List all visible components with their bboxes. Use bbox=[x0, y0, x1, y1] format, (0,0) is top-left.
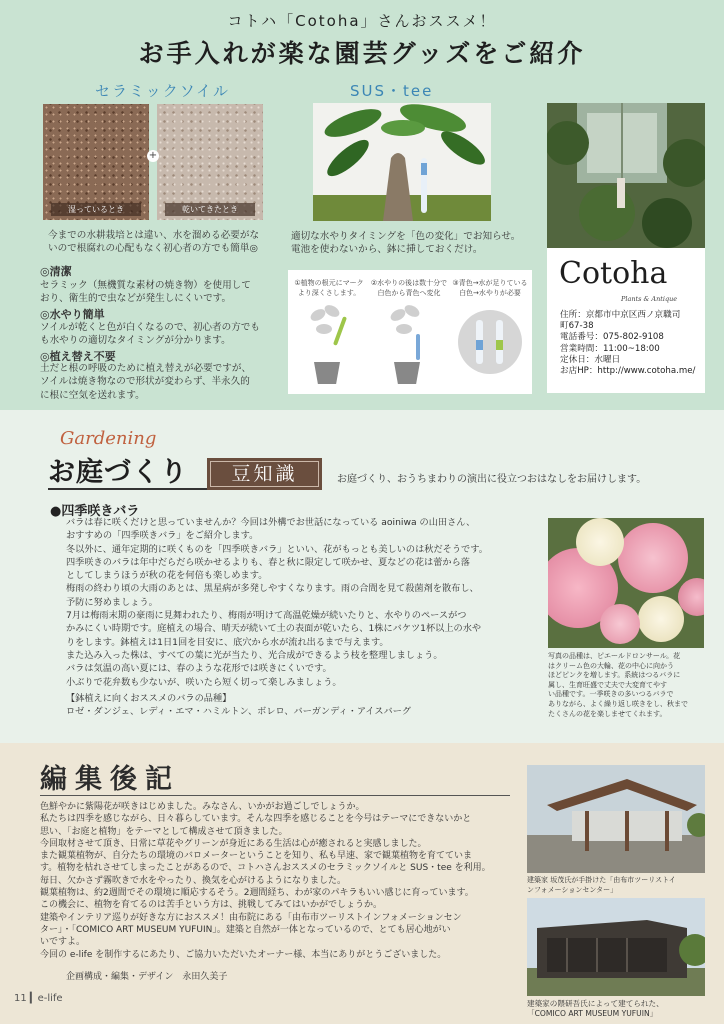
caption-line: 属し、生育旺盛で丈夫で大変育てやす bbox=[548, 680, 667, 689]
gardening-section bbox=[0, 410, 724, 743]
editorial-line: また観葉植物が、自分たちの環境のバロメーターということを知り、私も早速、家で観葉植物を育てていま bbox=[40, 851, 473, 862]
shop-card bbox=[547, 248, 705, 393]
point-line: セラミック（無機質な素材の焼き物）を使用して bbox=[40, 280, 251, 291]
wet-soil-photo bbox=[43, 104, 149, 220]
dry-caption: 乾いてきたとき bbox=[165, 203, 255, 216]
editorial-line: ター」・「COMICO ART MUSEUM YUFUIN」。建築と自然が一体となっているので、とても居心地がい bbox=[40, 924, 451, 935]
plus-icon: + bbox=[148, 150, 158, 161]
editorial-line: 思い、「お庭と植物」をテーマとして構成させて頂きました。 bbox=[40, 826, 288, 837]
caption-line: 写真の品種は、ピエールドロンサール。花 bbox=[548, 652, 681, 660]
rose-line: バラは春に咲くだけと思っていませんか？今回は外構でお世話になっている aoiniwa の山田さん、 bbox=[66, 517, 476, 528]
editorial-body bbox=[40, 801, 520, 961]
caption-line: はクリーム色の大輪、花の中心に向かう bbox=[548, 661, 674, 670]
rose-line: 冬以外に、通年定期的に咲くものを「四季咲きバラ」といい、花がもっとも美しいのは秋だそうです。 bbox=[66, 543, 488, 555]
step-2-caption bbox=[368, 278, 450, 298]
rose-variety-list: ロゼ・ダンジェ、レディ・エマ・ハミルトン、ボレロ、バーガンディ・アイスバーグ bbox=[66, 706, 412, 717]
point-heading-repot: ◎植え替え不要 bbox=[40, 350, 116, 363]
editorial-line: 色鮮やかに紫陽花が咲きはじめました。みなさん、いかがお過ごしでしょうか。 bbox=[40, 802, 365, 812]
rose-line: おすすめの「四季咲きバラ」をご紹介します。 bbox=[66, 530, 259, 542]
rose-line: また込み入った株は、すべての葉に光が当たり、光合成ができるよう枝を整理しましょう。 bbox=[66, 649, 443, 661]
rose-line: 梅雨の終わり頃の大雨のあとは、黒星病が多発しやすくなります。雨の合間を見て殺菌剤を散布し、 bbox=[66, 583, 479, 595]
museum-image bbox=[527, 898, 705, 996]
point-text-clean bbox=[40, 279, 251, 306]
step-1-caption bbox=[288, 278, 370, 298]
editorial-line: いですよ。 bbox=[40, 937, 86, 948]
money-tree-image bbox=[313, 103, 491, 221]
caption-line: い品種です。一季咲きの多いつるバラで bbox=[548, 690, 674, 699]
editorial-title: 編集後記 bbox=[40, 764, 180, 795]
mame-tag-text: 豆知識 bbox=[231, 463, 298, 485]
editorial-credit: 企画構成・編集・デザイン 永田久美子 bbox=[66, 972, 228, 982]
shop-logo-sub: Plants & Antique bbox=[621, 295, 678, 303]
rose-body bbox=[66, 516, 536, 689]
rose-line: りをします。鉢植えは1日1回を目安に、底穴から水が流れ出るまで与えます。 bbox=[66, 636, 389, 648]
caption-line: ほどピンクを増します。系統はつるバラに bbox=[548, 671, 681, 680]
sustee-steps-panel bbox=[288, 270, 532, 394]
point-heading-clean: ◎清潔 bbox=[40, 265, 72, 278]
step-line: より深くさします。 bbox=[297, 289, 361, 297]
ceramic-intro bbox=[48, 229, 259, 256]
gardening-script: Gardening bbox=[60, 428, 157, 449]
point-line: 土だと根の呼吸のために植え替えが必要ですが、 bbox=[40, 363, 252, 374]
section-title: お手入れが楽な園芸グッズをご紹介 bbox=[138, 39, 586, 68]
shop-closed: 定休日：水曜日 bbox=[560, 354, 621, 365]
step-line: ③青色→水が足りている bbox=[452, 279, 528, 287]
rose-photo bbox=[548, 518, 704, 648]
shop-hours: 営業時間：11:00~18:00 bbox=[560, 343, 660, 354]
sustee-text bbox=[291, 230, 520, 257]
shop-address: 住所：京都市中京区西ノ京職司 bbox=[560, 310, 681, 320]
shop-address-2: 町67-38 bbox=[560, 321, 594, 332]
point-text-repot bbox=[40, 362, 251, 402]
point-text-water bbox=[40, 321, 260, 348]
wet-caption: 湿っているとき bbox=[51, 203, 141, 216]
step-line: ②水やりの後は数十分で bbox=[370, 279, 448, 287]
caption-line: ありながら、よく繰り返し咲きをし、秋まで bbox=[548, 699, 688, 708]
caption-line: 建築家の隈研吾氏によって建てられた、 bbox=[527, 999, 664, 1008]
point-heading-water: ◎水やり簡単 bbox=[40, 308, 105, 321]
museum-caption bbox=[527, 999, 707, 1019]
step-3-caption bbox=[448, 278, 532, 298]
point-line: おり、衛生的で虫などが発生しにくいです。 bbox=[40, 293, 232, 305]
rose-line: としてしまうほうが秋の花を何倍も楽しめます。 bbox=[66, 570, 268, 582]
sustee-line: 電池を使わないから、鉢に挿しておくだけ。 bbox=[291, 244, 483, 256]
rose-line: かみにくい時期です。庭植えの場合、晴天が続いて土の表面が乾いたら、1株にバケツ1杯以上の水や bbox=[66, 623, 482, 635]
gardening-lead: お庭づくり、おうちまわりの演出に役立つおはなしをお届けします。 bbox=[337, 474, 647, 485]
ceramic-intro-line: いので根腐れの心配もなく初心者の方でも簡単◎ bbox=[48, 243, 258, 255]
editorial-line: す。植物を枯れさせてしまったことがあるので、コトハさんおススメのセラミックソイルと SUS・tee を利用。 bbox=[40, 863, 491, 874]
editorial-line: この機会に、植物を育てるのは苦手という方は、挑戦してみてはいかがでしょうか。 bbox=[40, 900, 383, 911]
gardening-title: お庭づくり bbox=[48, 457, 188, 488]
point-line: ソイルが乾くと色が白くなるので、初心者の方でも bbox=[40, 322, 260, 333]
rose-variety-heading: 【鉢植えに向くおススメのバラの品種】 bbox=[66, 693, 232, 704]
sustee-line: 適切な水やりタイミングを「色の変化」でお知らせ。 bbox=[291, 231, 521, 242]
section-subtitle: コトハ「Cotoha」さんおススメ！ bbox=[227, 12, 497, 30]
shop-website: お店HP：http://www.cotoha.me/ bbox=[560, 366, 696, 377]
step-line: 白色→水やりが必要 bbox=[459, 289, 521, 297]
shop-phone: 電話番号：075-802-9108 bbox=[560, 332, 664, 343]
tourist-center-image bbox=[527, 765, 705, 873]
museum-photo bbox=[527, 898, 705, 996]
caption-line: ンフォメーションセンター」 bbox=[527, 885, 618, 894]
rose-line: バラは気温の高い夏には、春のような花形では咲きにくいです。 bbox=[66, 663, 332, 675]
shop-logo: Cotoha bbox=[559, 256, 668, 291]
page-number: 11 ▎e-life bbox=[14, 993, 63, 1004]
rose-line: 予防に努めましょう。 bbox=[66, 596, 158, 608]
mame-tag bbox=[207, 458, 322, 490]
sustee-label: SUS・tee bbox=[350, 82, 434, 100]
editorial-line: 建築やインテリア巡りが好きな方におススメ！由布院にある「由布市ツーリストインフォメーションセン bbox=[40, 912, 462, 923]
point-line: も水やりの適切なタイミングが分かります。 bbox=[40, 335, 231, 347]
editorial-line: 毎日、欠かさず霧吹きで水をやったり、換気を心がけるようになりました。 bbox=[40, 875, 347, 886]
ceramic-label: セラミックソイル bbox=[95, 82, 230, 100]
sustee-photo bbox=[313, 103, 491, 221]
caption-line: 「COMICO ART MUSEUM YUFUIN」 bbox=[527, 1009, 658, 1018]
dry-soil-photo bbox=[157, 104, 263, 220]
editorial-underline bbox=[40, 795, 510, 796]
point-line: に根に空気を送れます。 bbox=[40, 389, 145, 401]
shop-photo bbox=[547, 103, 705, 248]
rose-photo-caption bbox=[548, 652, 706, 719]
goods-section bbox=[0, 0, 724, 410]
tourist-center-caption bbox=[527, 876, 707, 895]
editorial-line: 今回の e-life を制作するにあたり、ご協力いただいたオーナー様、本当にありがとうございました。 bbox=[40, 949, 447, 960]
title-underline bbox=[48, 488, 223, 490]
editorial-line: 観葉植物は、約2週間でその環境に順応するそう。2週間経ち、わが家のパキラもいい感じに育っています。 bbox=[40, 888, 474, 899]
editorial-line: 私たちは四季を感じながら、日々暮らしています。そんな四季を感じることを今号はテーマにできないかと bbox=[40, 814, 472, 825]
tourist-center-photo bbox=[527, 765, 705, 873]
shop-info bbox=[560, 310, 695, 377]
point-line: ソイルは焼き物なので形状が変わらず、半永久的 bbox=[40, 376, 250, 388]
rose-line: 小ぶりで花弁数も少ないが、咲いたら短く切って楽しみましょう。 bbox=[66, 676, 342, 688]
rose-section-title: ●四季咲きバラ bbox=[50, 504, 140, 519]
editorial-line: 今回取材させて頂き、日常に草花やグリーンが身近にある生活は心が癒されると実感しました。 bbox=[40, 838, 427, 849]
step-3-illustration bbox=[458, 310, 522, 374]
editorial-section bbox=[0, 743, 724, 1024]
rose-line: 四季咲きのバラは年中だらだら咲かせるよりも、春と秋に限定して咲かせ、夏などの花は蕾から落 bbox=[66, 556, 470, 568]
ceramic-intro-line: 今までの水耕栽培とは違い、水を溜める必要がな bbox=[48, 230, 260, 241]
step-line: 白色から青色へ変化 bbox=[377, 289, 441, 297]
rose-line: 7月は梅雨末期の豪雨に見舞われたり、梅雨が明けて高温乾燥が続いたりと、水やりのペースがつ bbox=[66, 610, 467, 622]
caption-line: 建築家 坂茂氏が手掛けた「由布市ツーリストイ bbox=[527, 876, 676, 884]
rose-variety-block bbox=[66, 692, 411, 718]
step-line: ①植物の根元にマーク bbox=[294, 279, 364, 287]
greenhouse-image bbox=[547, 103, 705, 248]
caption-line: たくさんの花を楽しませてくれます。 bbox=[548, 709, 667, 718]
